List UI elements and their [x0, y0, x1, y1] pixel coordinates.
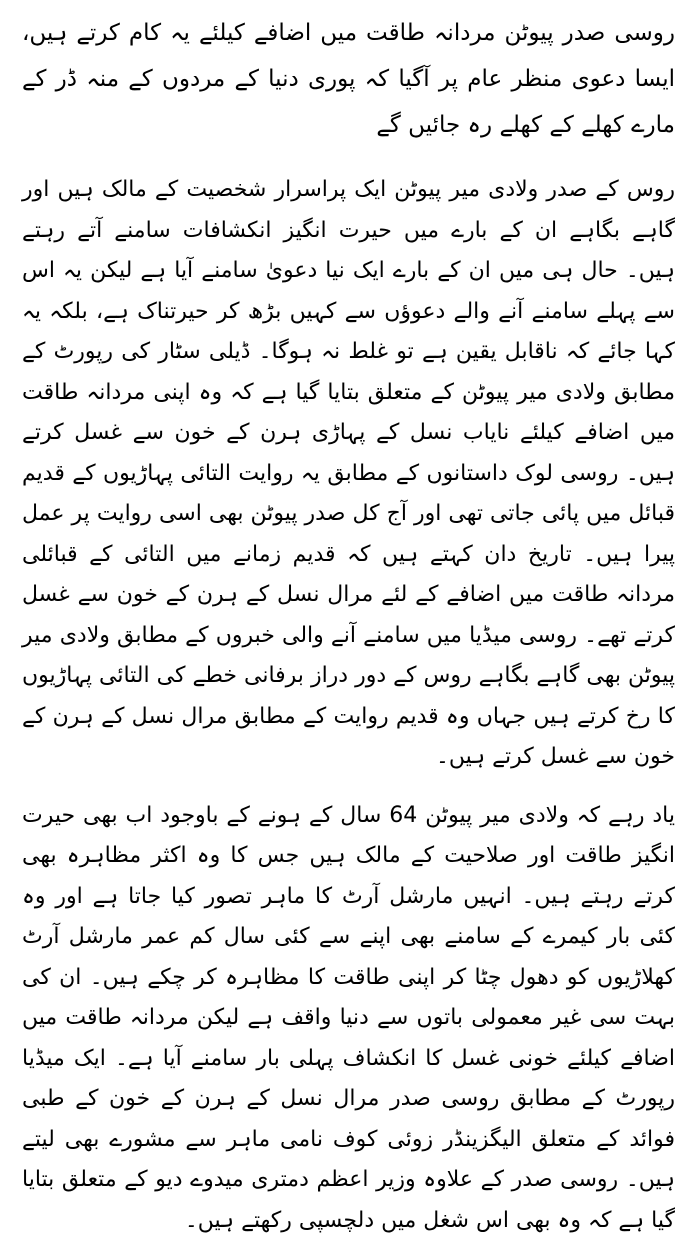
article-headline: روسی صدر پیوٹن مردانہ طاقت میں اضافے کیلئے یہ کام کرتے ہیں، ایسا دعوی منظر عام پر آگیا کہ پوری دنیا کے مردوں کے منہ ڈر کے مارے کھلے کے کھلے رہ جائیں گے	[22, 10, 675, 148]
article-paragraph-2: یاد رہے کہ ولادی میر پیوٹن 64 سال کے ہونے کے باوجود اب بھی حیرت انگیز طاقت اور صلاحیت کے مالک ہیں جس کا وہ اکثر مظاہرہ بھی کرتے رہتے ہیں۔ انہیں مارشل آرٹ کا ماہر تصور کیا جاتا ہے اور وہ کئی بار کیمرے کے سامنے بھی اپنے سے کئی سال کم عمر مارشل آرٹ کھلاڑیوں کو دھول چٹا کر اپنی طاقت کا مظاہرہ کر چکے ہیں۔ ان کی بہت سی غیر معمولی باتوں سے دنیا واقف ہے لیکن مردانہ طاقت میں اضافے کیلئے خونی غسل کا انکشاف پہلی بار سامنے آیا ہے۔ ایک میڈیا رپورٹ کے مطابق روسی صدر مرال نسل کے ہرن کے خون کے طبی فوائد کے متعلق الیگزینڈر زوئی کوف نامی ماہر سے مشورے بھی لیتے ہیں۔ روسی صدر کے علاوہ وزیر اعظم دمتری میدوے دیو کے متعلق بتایا گیا ہے کہ وہ بھی اس شغل میں دلچسپی رکھتے ہیں۔	[22, 796, 675, 1241]
article-paragraph-1: روس کے صدر ولادی میر پیوٹن ایک پراسرار شخصیت کے مالک ہیں اور گاہے بگاہے ان کے بارے میں حیرت انگیز انکشافات سامنے آتے رہتے ہیں۔ حال ہی میں ان کے بارے ایک نیا دعویٰ سامنے آیا ہے لیکن یہ اس سے پہلے سامنے آنے والے دعوؤں سے کہیں بڑھ کر حیرتناک ہے، بلکہ یہ کہا جائے کہ ناقابل یقین ہے تو غلط نہ ہوگا۔ ڈیلی سٹار کی رپورٹ کے مطابق ولادی میر پیوٹن کے متعلق بتایا گیا ہے کہ وہ اپنی مردانہ طاقت میں اضافے کیلئے نایاب نسل کے پہاڑی ہرن کے خون سے غسل کرتے ہیں۔ روسی لوک داستانوں کے مطابق یہ روایت التائی پہاڑیوں کے قدیم قبائل میں پائی جاتی تھی اور آج کل صدر پیوٹن بھی اسی روایت پر عمل پیرا ہیں۔ تاریخ دان کہتے ہیں کہ قدیم زمانے میں التائی کے قبائلی مردانہ طاقت میں اضافے کے لئے مرال نسل کے ہرن کے خون سے غسل کرتے تھے۔ روسی میڈیا میں سامنے آنے والی خبروں کے مطابق ولادی میر پیوٹن بھی گاہے بگاہے روس کے دور دراز برفانی خطے کی التائی پہاڑیوں کا رخ کرتے ہیں جہاں وہ قدیم روایت کے مطابق مرال نسل کے ہرن کے خون سے غسل کرتے ہیں۔	[22, 170, 675, 778]
